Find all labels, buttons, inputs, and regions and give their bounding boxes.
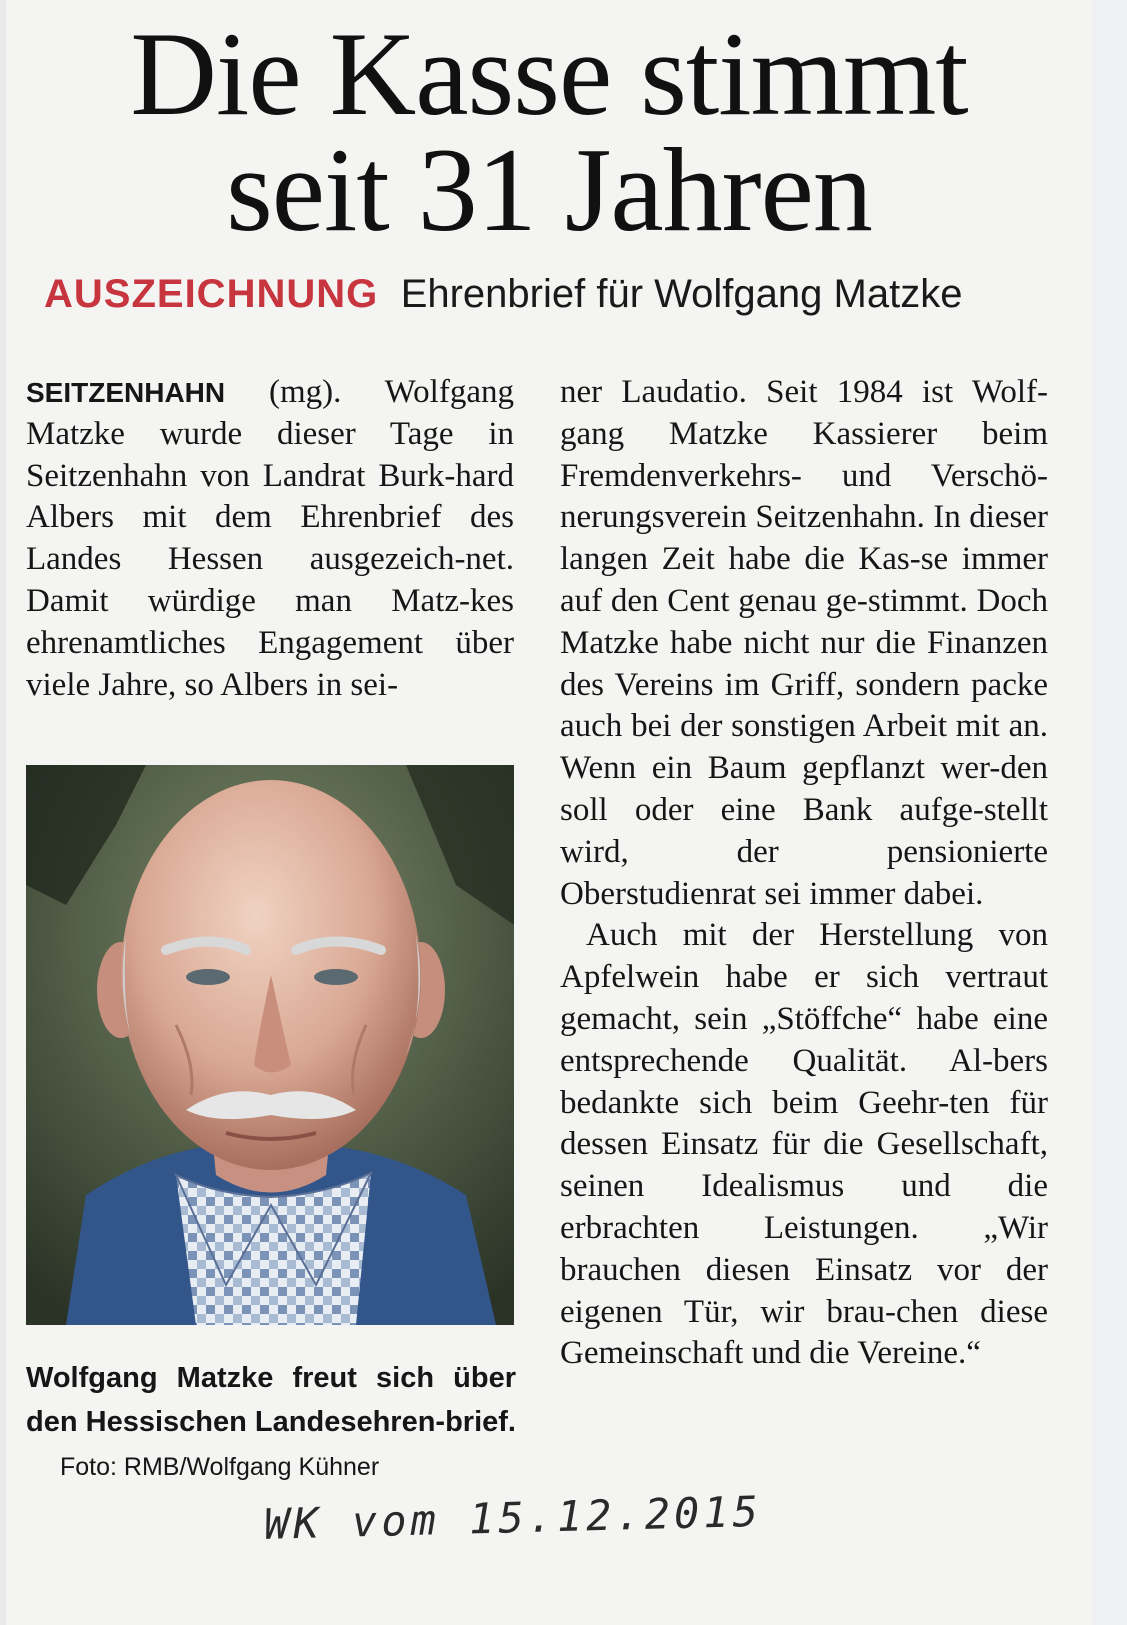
portrait-illustration (26, 765, 514, 1325)
subheadline: Ehrenbrief für Wolfgang Matzke (400, 272, 963, 316)
column-2-paragraph-1: ner Laudatio. Seit 1984 ist Wolf-gang Matzke Kassierer beim Fremdenverkehrs- und Verschö-nerungsverein Seitzenhahn. In dieser langen Zeit habe die Kas-se immer auf den Cent genau ge-stimmt. Doch Matzke habe nicht nur die Finanzen des Vereins im Griff, sondern packe auch bei der sonstigen Arbeit mit an. Wenn ein Baum gepflanzt wer-den soll oder eine Bank aufge-stellt wird, der pensionierte Oberstudienrat sei immer dabei. (560, 374, 1048, 912)
column-2-paragraph-2: Auch mit der Herstellung von Apfelwein habe er sich vertraut gemacht, sein „Stöffche“ habe eine entsprechende Qualität. Al-bers bedankte sich beim Geehr-ten für dessen Einsatz für die Gesellschaft, seinen Idealismus und die erbrachten Leistungen. „Wir brauchen diesen Einsatz vor der eigenen Tür, wir brau-chen diese Gemeinschaft und die Vereine.“ (560, 917, 1048, 1372)
headline (6, 7, 1092, 256)
headline-line-1: Die Kasse stimmt (130, 7, 968, 140)
photo-caption (26, 1356, 516, 1489)
dateline: SEITZENHAHN (26, 377, 226, 408)
kicker-line (44, 272, 1084, 317)
caption-text: Wolfgang Matzke freut sich über den Hessischen Landesehren-brief. (26, 1362, 516, 1438)
handwritten-source-note: WK vom 15.12.2015 (263, 1486, 763, 1549)
rubric-label: AUSZEICHNUNG (44, 272, 379, 316)
column-1-text: (mg). Wolfgang Matzke wurde dieser Tage in Seitzenhahn von Landrat Burk-hard Albers mit dem Ehrenbrief des Landes Hessen ausgezeich-net. Damit würdige man Matz-kes ehrenamtliches Engagement über viele Jahre, so Albers in sei- (26, 374, 514, 703)
newspaper-clipping (6, 0, 1092, 1625)
page-margin (1092, 0, 1127, 1625)
portrait-photo (26, 765, 514, 1325)
photo-credit: Foto: RMB/Wolfgang Kühner (60, 1453, 380, 1481)
headline-line-2: seit 31 Jahren (226, 123, 872, 256)
article-column-1 (26, 372, 514, 706)
article-column-2 (560, 372, 1048, 1375)
